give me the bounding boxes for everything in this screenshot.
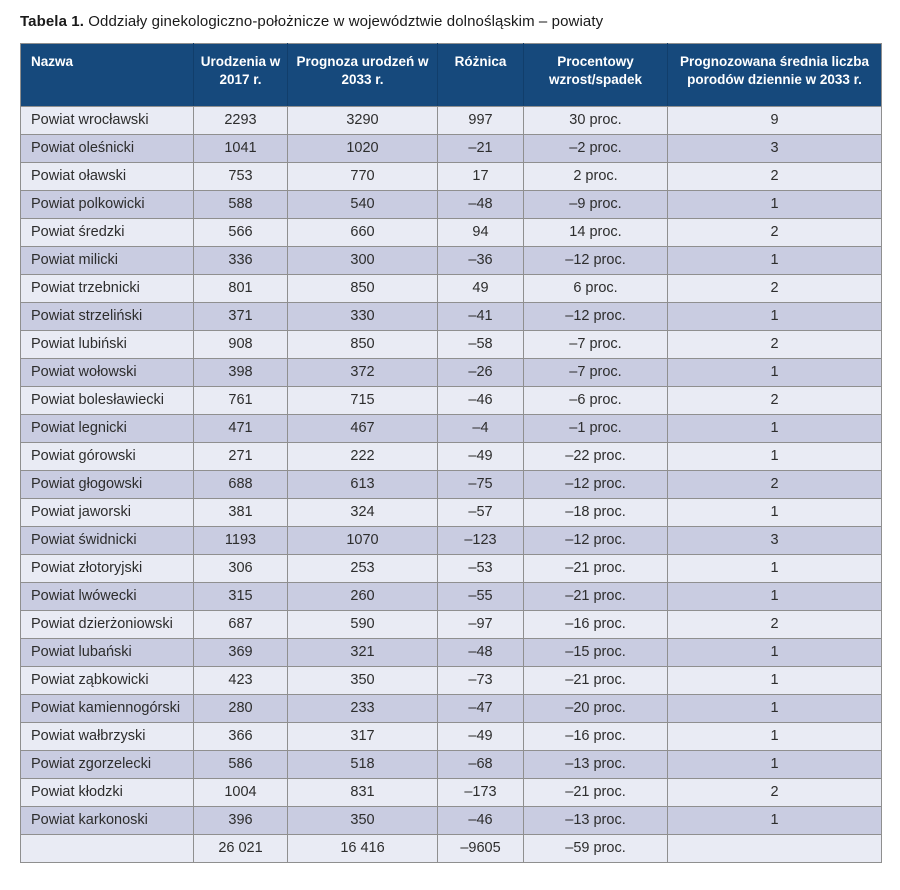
cell-name: Powiat strzeliński	[21, 303, 194, 331]
cell-daily-births: 2	[668, 471, 882, 499]
cell-percent-change: –13 proc.	[524, 807, 668, 835]
table-row	[21, 163, 882, 191]
cell-daily-births: 2	[668, 275, 882, 303]
cell-daily-births: 2	[668, 779, 882, 807]
cell-name: Powiat bolesławiecki	[21, 387, 194, 415]
cell-percent-change: –1 proc.	[524, 415, 668, 443]
cell-difference: –21	[438, 135, 524, 163]
cell-percent-change: –16 proc.	[524, 611, 668, 639]
cell-forecast-2033: 253	[288, 555, 438, 583]
table-row	[21, 583, 882, 611]
cell-difference: 17	[438, 163, 524, 191]
powiaty-table	[20, 43, 882, 863]
cell-name: Powiat karkonoski	[21, 807, 194, 835]
table-row	[21, 443, 882, 471]
totals-cell-name	[21, 835, 194, 863]
cell-percent-change: 30 proc.	[524, 107, 668, 135]
cell-difference: –53	[438, 555, 524, 583]
cell-births-2017: 271	[194, 443, 288, 471]
cell-births-2017: 366	[194, 723, 288, 751]
cell-forecast-2033: 1020	[288, 135, 438, 163]
cell-forecast-2033: 350	[288, 667, 438, 695]
cell-difference: –75	[438, 471, 524, 499]
cell-difference: –57	[438, 499, 524, 527]
cell-births-2017: 398	[194, 359, 288, 387]
cell-difference: –36	[438, 247, 524, 275]
cell-daily-births: 2	[668, 331, 882, 359]
table-row	[21, 695, 882, 723]
cell-difference: –48	[438, 191, 524, 219]
table-row	[21, 135, 882, 163]
cell-name: Powiat głogowski	[21, 471, 194, 499]
cell-forecast-2033: 540	[288, 191, 438, 219]
cell-births-2017: 471	[194, 415, 288, 443]
cell-forecast-2033: 850	[288, 275, 438, 303]
cell-forecast-2033: 330	[288, 303, 438, 331]
cell-daily-births: 1	[668, 499, 882, 527]
cell-births-2017: 801	[194, 275, 288, 303]
cell-births-2017: 566	[194, 219, 288, 247]
cell-births-2017: 423	[194, 667, 288, 695]
cell-percent-change: –7 proc.	[524, 359, 668, 387]
cell-forecast-2033: 260	[288, 583, 438, 611]
cell-births-2017: 306	[194, 555, 288, 583]
cell-difference: –26	[438, 359, 524, 387]
table-row	[21, 275, 882, 303]
cell-name: Powiat wałbrzyski	[21, 723, 194, 751]
cell-name: Powiat trzebnicki	[21, 275, 194, 303]
cell-percent-change: –21 proc.	[524, 779, 668, 807]
cell-name: Powiat kłodzki	[21, 779, 194, 807]
cell-percent-change: –16 proc.	[524, 723, 668, 751]
cell-difference: –49	[438, 443, 524, 471]
cell-name: Powiat jaworski	[21, 499, 194, 527]
cell-forecast-2033: 317	[288, 723, 438, 751]
cell-births-2017: 588	[194, 191, 288, 219]
cell-name: Powiat wrocławski	[21, 107, 194, 135]
table-row	[21, 779, 882, 807]
cell-percent-change: –12 proc.	[524, 527, 668, 555]
cell-percent-change: 14 proc.	[524, 219, 668, 247]
totals-cell-daily-births	[668, 835, 882, 863]
cell-difference: –46	[438, 387, 524, 415]
cell-daily-births: 1	[668, 247, 882, 275]
cell-percent-change: –13 proc.	[524, 751, 668, 779]
cell-difference: –4	[438, 415, 524, 443]
cell-forecast-2033: 3290	[288, 107, 438, 135]
cell-daily-births: 1	[668, 191, 882, 219]
table-row	[21, 611, 882, 639]
cell-daily-births: 1	[668, 639, 882, 667]
totals-cell-percent-change: –59 proc.	[524, 835, 668, 863]
cell-name: Powiat oleśnicki	[21, 135, 194, 163]
table-caption-label: Tabela 1.	[20, 13, 84, 30]
cell-name: Powiat średzki	[21, 219, 194, 247]
cell-daily-births: 1	[668, 555, 882, 583]
cell-daily-births: 2	[668, 387, 882, 415]
table-row	[21, 667, 882, 695]
column-header-births-2017: Urodzenia w 2017 r.	[194, 44, 288, 107]
table-caption-text: Oddziały ginekologiczno-położnicze w województwie dolnośląskim – powiaty	[83, 13, 604, 30]
cell-name: Powiat dzierżoniowski	[21, 611, 194, 639]
cell-difference: 49	[438, 275, 524, 303]
cell-forecast-2033: 467	[288, 415, 438, 443]
table-row	[21, 359, 882, 387]
cell-name: Powiat kamiennogórski	[21, 695, 194, 723]
cell-births-2017: 1004	[194, 779, 288, 807]
cell-name: Powiat polkowicki	[21, 191, 194, 219]
table-row	[21, 527, 882, 555]
cell-difference: –97	[438, 611, 524, 639]
totals-row	[21, 835, 882, 863]
cell-daily-births: 3	[668, 527, 882, 555]
cell-name: Powiat złotoryjski	[21, 555, 194, 583]
cell-percent-change: –22 proc.	[524, 443, 668, 471]
cell-daily-births: 9	[668, 107, 882, 135]
cell-percent-change: –20 proc.	[524, 695, 668, 723]
cell-births-2017: 280	[194, 695, 288, 723]
cell-births-2017: 761	[194, 387, 288, 415]
table-row	[21, 723, 882, 751]
cell-forecast-2033: 324	[288, 499, 438, 527]
cell-difference: –46	[438, 807, 524, 835]
cell-forecast-2033: 1070	[288, 527, 438, 555]
cell-daily-births: 1	[668, 751, 882, 779]
cell-percent-change: –12 proc.	[524, 303, 668, 331]
cell-forecast-2033: 222	[288, 443, 438, 471]
cell-percent-change: –15 proc.	[524, 639, 668, 667]
column-header-forecast-2033: Prognoza urodzeń w 2033 r.	[288, 44, 438, 107]
cell-daily-births: 1	[668, 359, 882, 387]
cell-percent-change: –12 proc.	[524, 247, 668, 275]
cell-forecast-2033: 770	[288, 163, 438, 191]
cell-births-2017: 396	[194, 807, 288, 835]
cell-births-2017: 908	[194, 331, 288, 359]
cell-difference: –48	[438, 639, 524, 667]
table-row	[21, 219, 882, 247]
table-header-row	[21, 44, 882, 107]
cell-births-2017: 381	[194, 499, 288, 527]
table-caption	[20, 13, 881, 30]
table-row	[21, 247, 882, 275]
cell-difference: –173	[438, 779, 524, 807]
cell-name: Powiat zgorzelecki	[21, 751, 194, 779]
cell-forecast-2033: 321	[288, 639, 438, 667]
table-row	[21, 807, 882, 835]
cell-daily-births: 3	[668, 135, 882, 163]
cell-forecast-2033: 300	[288, 247, 438, 275]
cell-forecast-2033: 613	[288, 471, 438, 499]
cell-births-2017: 2293	[194, 107, 288, 135]
table-row	[21, 471, 882, 499]
cell-daily-births: 1	[668, 415, 882, 443]
cell-daily-births: 1	[668, 667, 882, 695]
cell-difference: –73	[438, 667, 524, 695]
cell-forecast-2033: 660	[288, 219, 438, 247]
cell-births-2017: 1193	[194, 527, 288, 555]
cell-forecast-2033: 350	[288, 807, 438, 835]
cell-name: Powiat ząbkowicki	[21, 667, 194, 695]
cell-births-2017: 687	[194, 611, 288, 639]
cell-difference: –123	[438, 527, 524, 555]
table-row	[21, 639, 882, 667]
cell-name: Powiat milicki	[21, 247, 194, 275]
column-header-name: Nazwa	[21, 44, 194, 107]
cell-daily-births: 1	[668, 303, 882, 331]
cell-forecast-2033: 372	[288, 359, 438, 387]
cell-percent-change: –6 proc.	[524, 387, 668, 415]
table-row	[21, 499, 882, 527]
cell-name: Powiat lubiński	[21, 331, 194, 359]
totals-cell-forecast-2033: 16 416	[288, 835, 438, 863]
cell-difference: 94	[438, 219, 524, 247]
cell-forecast-2033: 590	[288, 611, 438, 639]
cell-name: Powiat lubański	[21, 639, 194, 667]
cell-births-2017: 369	[194, 639, 288, 667]
table-row	[21, 387, 882, 415]
cell-births-2017: 753	[194, 163, 288, 191]
table-row	[21, 191, 882, 219]
cell-births-2017: 336	[194, 247, 288, 275]
table-row	[21, 303, 882, 331]
cell-births-2017: 1041	[194, 135, 288, 163]
cell-births-2017: 315	[194, 583, 288, 611]
cell-difference: –41	[438, 303, 524, 331]
table-row	[21, 107, 882, 135]
cell-difference: –47	[438, 695, 524, 723]
column-header-percent-change: Procentowy wzrost/spadek	[524, 44, 668, 107]
cell-name: Powiat lwówecki	[21, 583, 194, 611]
cell-percent-change: –9 proc.	[524, 191, 668, 219]
cell-forecast-2033: 233	[288, 695, 438, 723]
column-header-difference: Różnica	[438, 44, 524, 107]
cell-name: Powiat oławski	[21, 163, 194, 191]
cell-births-2017: 586	[194, 751, 288, 779]
table-row	[21, 415, 882, 443]
cell-difference: –55	[438, 583, 524, 611]
cell-forecast-2033: 715	[288, 387, 438, 415]
cell-percent-change: –12 proc.	[524, 471, 668, 499]
cell-name: Powiat górowski	[21, 443, 194, 471]
cell-name: Powiat legnicki	[21, 415, 194, 443]
table-row	[21, 751, 882, 779]
totals-cell-difference: –9605	[438, 835, 524, 863]
cell-daily-births: 1	[668, 583, 882, 611]
cell-percent-change: –21 proc.	[524, 667, 668, 695]
cell-daily-births: 1	[668, 807, 882, 835]
table-row	[21, 331, 882, 359]
cell-name: Powiat świdnicki	[21, 527, 194, 555]
cell-births-2017: 371	[194, 303, 288, 331]
cell-percent-change: –21 proc.	[524, 555, 668, 583]
cell-daily-births: 1	[668, 695, 882, 723]
cell-forecast-2033: 518	[288, 751, 438, 779]
cell-percent-change: –21 proc.	[524, 583, 668, 611]
cell-percent-change: 2 proc.	[524, 163, 668, 191]
table-row	[21, 555, 882, 583]
cell-daily-births: 1	[668, 443, 882, 471]
cell-percent-change: –18 proc.	[524, 499, 668, 527]
cell-difference: –49	[438, 723, 524, 751]
cell-name: Powiat wołowski	[21, 359, 194, 387]
cell-percent-change: –7 proc.	[524, 331, 668, 359]
cell-forecast-2033: 850	[288, 331, 438, 359]
cell-percent-change: –2 proc.	[524, 135, 668, 163]
cell-percent-change: 6 proc.	[524, 275, 668, 303]
cell-births-2017: 688	[194, 471, 288, 499]
totals-cell-births-2017: 26 021	[194, 835, 288, 863]
cell-daily-births: 2	[668, 163, 882, 191]
cell-forecast-2033: 831	[288, 779, 438, 807]
column-header-daily-births: Prognozowana średnia liczba porodów dziennie w 2033 r.	[668, 44, 882, 107]
cell-difference: –58	[438, 331, 524, 359]
cell-difference: –68	[438, 751, 524, 779]
cell-difference: 997	[438, 107, 524, 135]
cell-daily-births: 2	[668, 611, 882, 639]
cell-daily-births: 2	[668, 219, 882, 247]
cell-daily-births: 1	[668, 723, 882, 751]
